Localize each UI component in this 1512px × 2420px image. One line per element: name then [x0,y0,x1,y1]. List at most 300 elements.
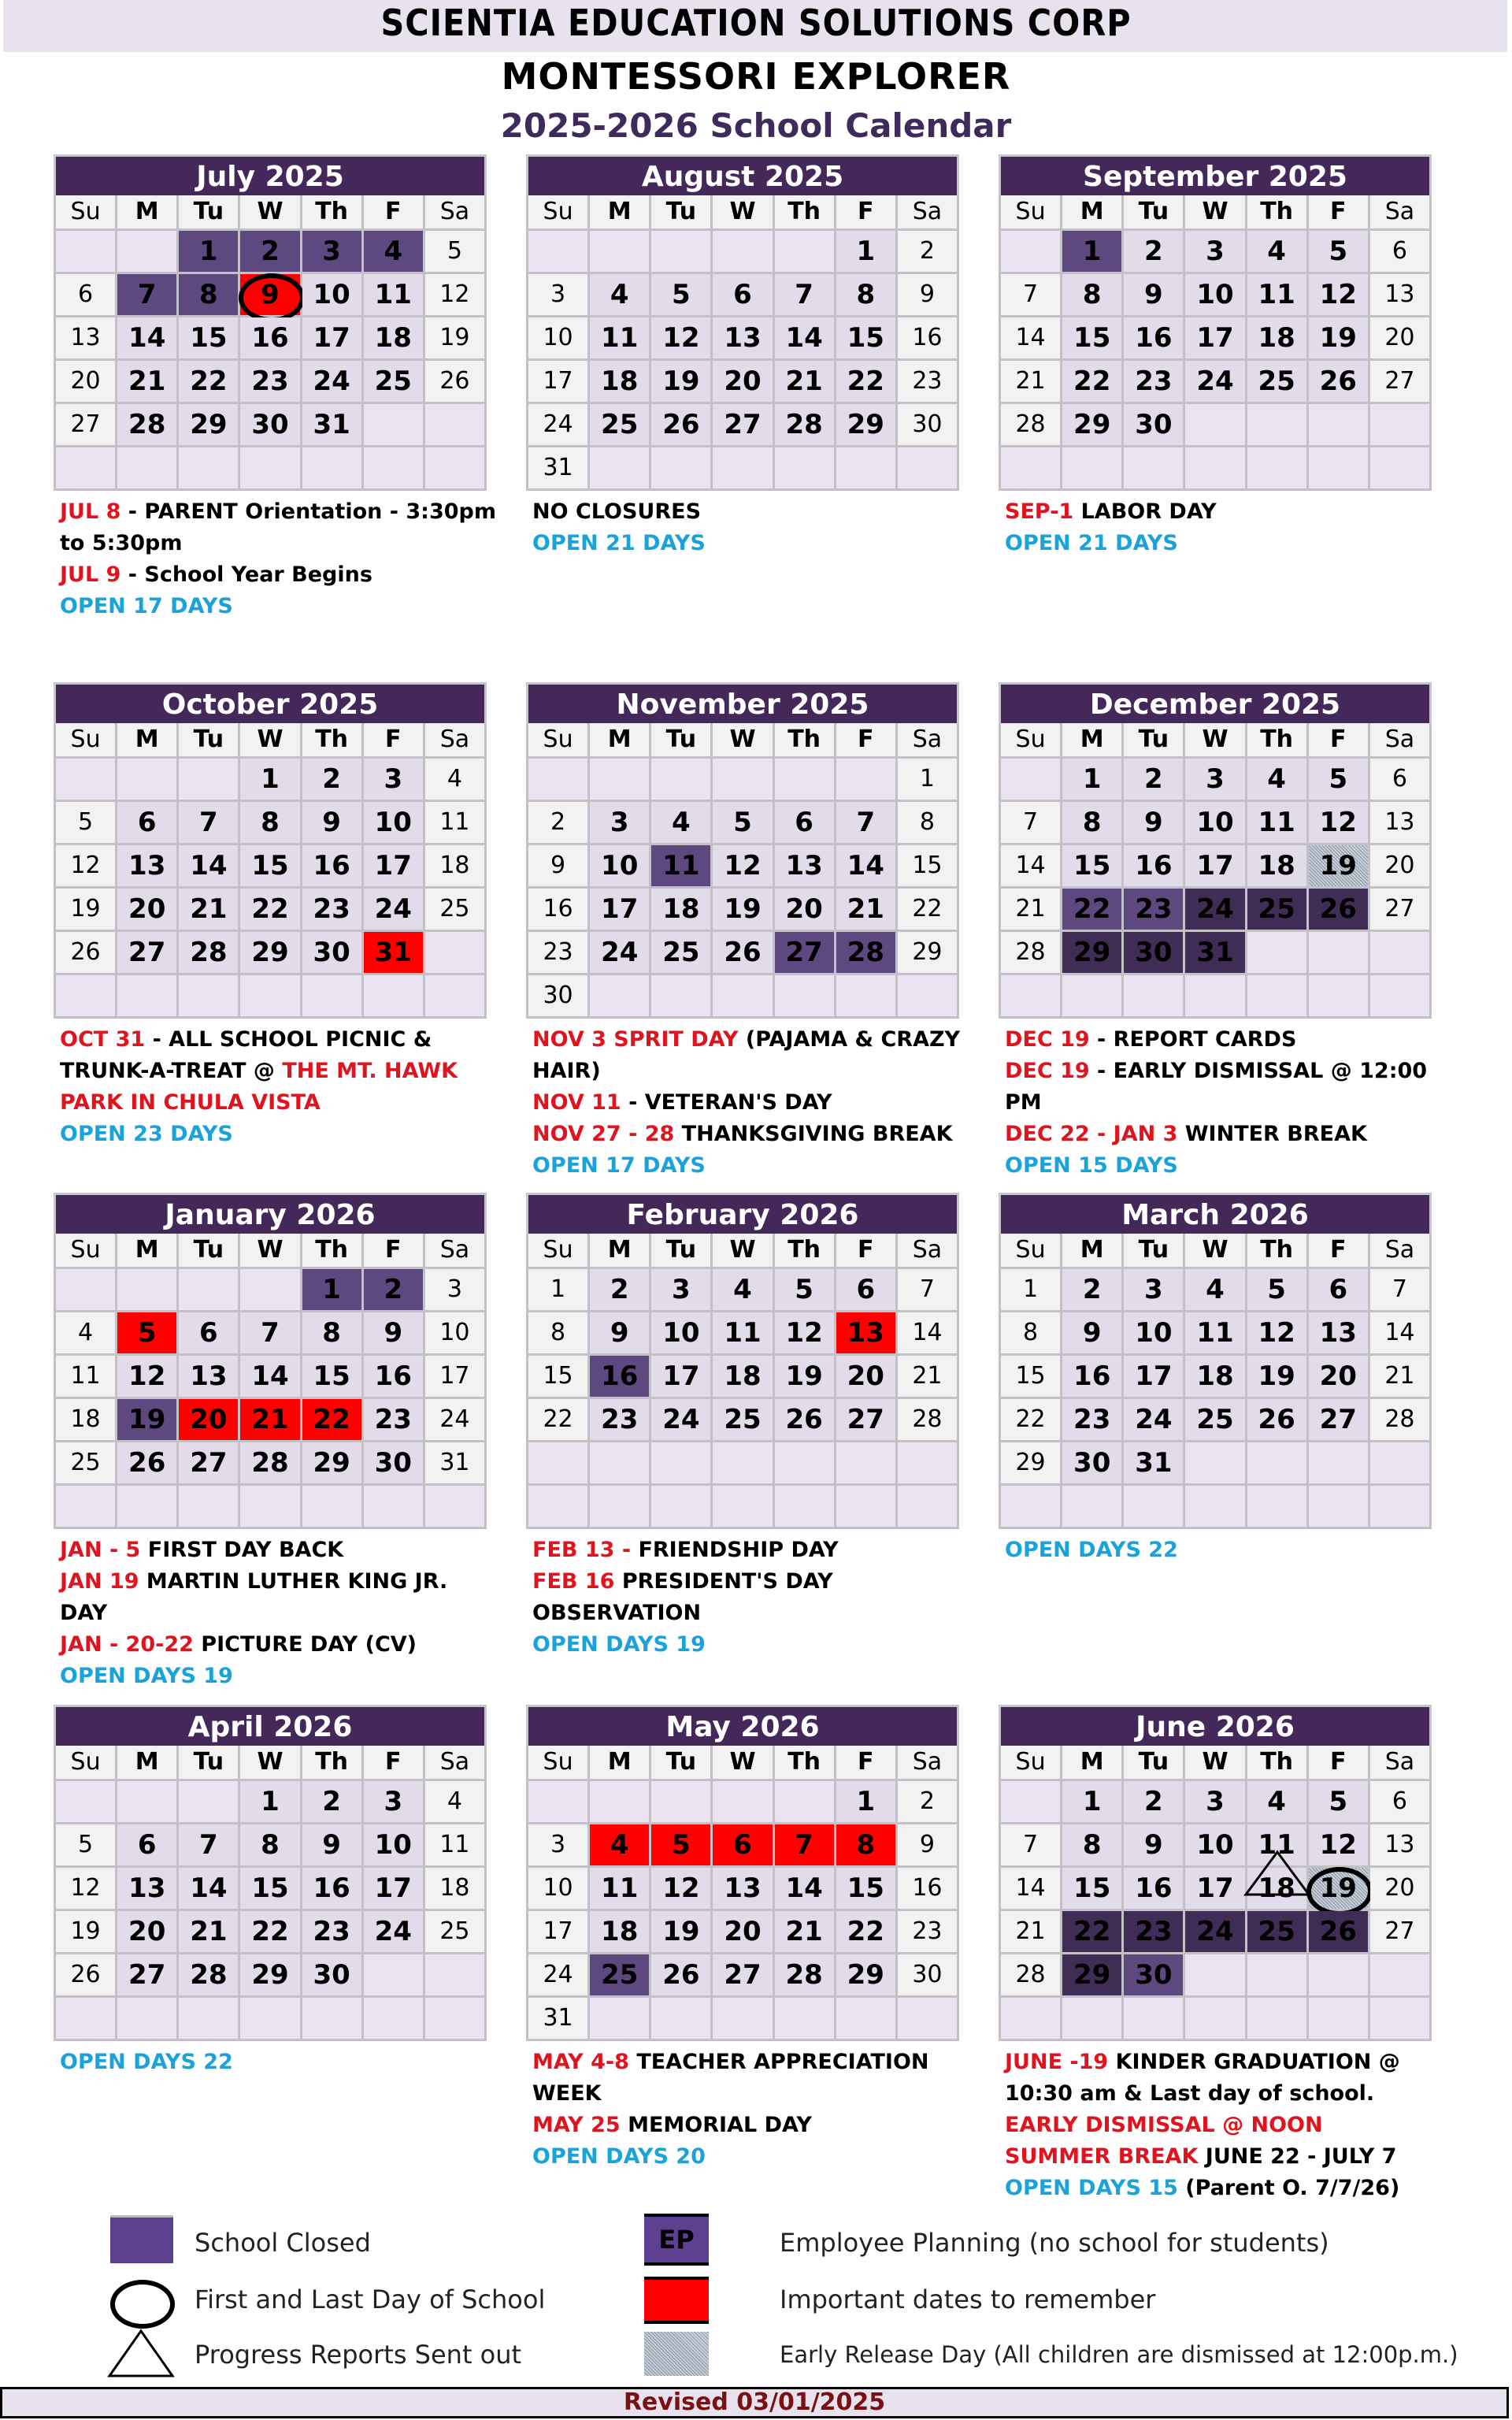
empty-day-cell [240,1998,299,2039]
weekday-header: M [117,1234,176,1267]
day-cell: 11 [1247,274,1306,315]
note-date: JAN - 20-22 [60,1632,194,1657]
month-grid [526,195,959,491]
empty-day-cell [364,1998,423,2039]
legend-early-label: Early Release Day (All children are dismissed at 12:00p.m.) [780,2341,1458,2368]
note-text: FRIENDSHIP DAY [631,1538,839,1562]
empty-day-cell [1001,1781,1060,1822]
day-cell: 28 [898,1399,957,1440]
note-date: NOV 3 SPRIT DAY [532,1027,739,1052]
day-cell: 25 [1247,1911,1306,1952]
empty-day-cell [1309,1486,1368,1527]
day-cell: 6 [1370,1781,1429,1822]
day-cell: 30 [1124,404,1183,445]
empty-day-cell [56,759,115,800]
day-cell: 28 [1001,932,1060,973]
empty-day-cell [1247,447,1306,488]
weekday-header: Su [56,1746,115,1779]
day-cell: 12 [1309,274,1368,315]
day-cell: 29 [898,932,957,973]
day-cell: 2 [240,231,299,272]
note-line [532,1566,973,1629]
month-notes [60,2047,501,2078]
note-text: PICTURE DAY (CV) [193,1632,417,1657]
day-cell: 2 [302,1781,361,1822]
note-line [1005,1535,1446,1566]
day-cell: 22 [836,361,895,402]
day-cell: 8 [1062,1824,1121,1865]
month-grid [54,195,487,491]
day-cell: 18 [590,1911,649,1952]
weekday-header: Th [1247,1234,1306,1267]
empty-day-cell [1185,447,1244,488]
day-cell: 8 [179,274,238,315]
weekday-header: Sa [425,723,484,756]
day-cell: 16 [364,1356,423,1397]
weekday-header: M [1062,1746,1121,1779]
empty-day-cell [590,1781,649,1822]
empty-day-cell [302,975,361,1016]
weekday-header: Th [1247,195,1306,228]
day-cell: 13 [117,1868,176,1909]
day-cell: 7 [1370,1269,1429,1310]
legend-triangle-icon [107,2329,175,2379]
day-cell: 24 [590,932,649,973]
day-cell: 22 [898,889,957,930]
day-cell: 7 [775,274,834,315]
day-cell: 30 [1124,932,1183,973]
legend-closed-label: School Closed [195,2228,371,2258]
empty-day-cell [1370,932,1429,973]
day-cell: 16 [1124,1868,1183,1909]
legend-ep-swatch: EP [644,2214,709,2266]
month-title: December 2025 [999,682,1432,723]
day-cell: 18 [364,317,423,358]
weekday-header: F [364,723,423,756]
day-cell: 10 [528,1868,587,1909]
empty-day-cell [775,1442,834,1483]
day-cell: 15 [302,1356,361,1397]
month-grid [54,1746,487,2041]
day-cell: 20 [117,889,176,930]
note-date: FEB 13 - [532,1538,632,1562]
note-text: TEACHER APPRECIATION WEEK [532,2050,929,2106]
note-line [1005,1150,1446,1182]
weekday-header: Th [775,1234,834,1267]
empty-day-cell [364,1486,423,1527]
empty-day-cell [898,1486,957,1527]
day-cell: 13 [1370,1824,1429,1865]
day-cell: 23 [302,1911,361,1952]
day-cell: 25 [1247,361,1306,402]
note-line [1005,2173,1446,2204]
day-cell: 21 [1001,361,1060,402]
day-cell: 21 [775,1911,834,1952]
empty-day-cell [179,447,238,488]
day-cell: 1 [1062,759,1121,800]
day-cell: 7 [179,1824,238,1865]
day-cell: 10 [1185,802,1244,843]
day-cell: 19 [651,361,710,402]
empty-day-cell [528,1781,587,1822]
day-cell: 15 [1062,1868,1121,1909]
note-line [60,496,501,559]
weekday-header: Tu [179,1746,238,1779]
note-line [532,1024,973,1087]
month-notes [1005,1024,1446,1182]
empty-day-cell [898,1442,957,1483]
day-cell: 23 [590,1399,649,1440]
day-cell: 22 [1062,361,1121,402]
weekday-header: Sa [898,723,957,756]
day-cell: 22 [240,1911,299,1952]
day-cell: 25 [425,1911,484,1952]
day-cell: 26 [1309,1911,1368,1952]
month-title: June 2026 [999,1705,1432,1746]
day-cell: 27 [775,932,834,973]
note-date: EARLY DISMISSAL @ NOON [1005,2113,1323,2137]
month-calendar [999,154,1432,491]
day-cell: 5 [651,274,710,315]
day-cell: 15 [898,845,957,886]
empty-day-cell [1247,404,1306,445]
month-grid [999,1234,1432,1529]
day-cell: 25 [425,889,484,930]
note-line [532,496,973,528]
day-cell: 20 [836,1356,895,1397]
weekday-header: Tu [651,195,710,228]
empty-day-cell [1185,1998,1244,2039]
day-cell: 5 [651,1824,710,1865]
day-cell: 9 [1124,1824,1183,1865]
weekday-header: Su [528,723,587,756]
day-cell: 4 [1247,1781,1306,1822]
open-days-count: OPEN 15 DAYS [1005,1153,1178,1178]
weekday-header: W [1185,1234,1244,1267]
day-cell: 19 [56,889,115,930]
month-title: October 2025 [54,682,487,723]
weekday-header: W [713,1234,772,1267]
empty-day-cell [117,1269,176,1310]
note-date: DEC 22 - JAN 3 [1005,1122,1178,1146]
day-cell: 15 [836,1868,895,1909]
empty-day-cell [1309,975,1368,1016]
empty-day-cell [775,231,834,272]
day-cell: 10 [528,317,587,358]
open-days-count: OPEN 21 DAYS [1005,531,1178,555]
day-cell: 15 [240,1868,299,1909]
revised-footer: Revised 03/01/2025 [0,2387,1509,2418]
day-cell: 11 [590,317,649,358]
day-cell: 20 [1370,317,1429,358]
day-cell: 8 [1062,274,1121,315]
empty-day-cell [1309,404,1368,445]
day-cell: 5 [1309,231,1368,272]
day-cell: 20 [1309,1356,1368,1397]
day-cell: 18 [425,1868,484,1909]
note-line [1005,2110,1446,2141]
day-cell: 28 [1370,1399,1429,1440]
day-cell: 15 [528,1356,587,1397]
legend-closed-swatch [110,2215,173,2263]
weekday-header: Th [302,1746,361,1779]
day-cell: 21 [179,1911,238,1952]
day-cell: 9 [302,1824,361,1865]
weekday-header: F [836,195,895,228]
month-notes [532,496,973,559]
day-cell: 7 [1001,1824,1060,1865]
empty-day-cell [1370,1954,1429,1995]
day-cell: 4 [1247,759,1306,800]
day-cell: 26 [775,1399,834,1440]
month-calendar [999,1193,1432,1529]
day-cell: 5 [775,1269,834,1310]
day-cell: 12 [713,845,772,886]
day-cell: 26 [117,1442,176,1483]
day-cell: 29 [1062,1954,1121,1995]
note-date: JAN 19 [60,1569,139,1594]
note-date: JAN - 5 [60,1538,141,1562]
day-cell: 13 [713,1868,772,1909]
day-cell: 12 [1247,1312,1306,1353]
day-cell: 17 [364,845,423,886]
note-line [532,528,973,559]
empty-day-cell [1001,447,1060,488]
day-cell: 5 [1309,1781,1368,1822]
day-cell: 11 [713,1312,772,1353]
open-days-count: OPEN DAYS 22 [1005,1538,1178,1562]
month-calendar [54,1193,487,1529]
day-cell: 21 [836,889,895,930]
day-cell: 13 [1370,802,1429,843]
day-cell: 26 [713,932,772,973]
day-cell: 14 [775,317,834,358]
weekday-header: M [1062,1234,1121,1267]
empty-day-cell [713,1998,772,2039]
day-cell: 7 [898,1269,957,1310]
empty-day-cell [1001,759,1060,800]
day-cell: 31 [364,932,423,973]
day-cell: 6 [1370,759,1429,800]
month-notes [60,496,501,622]
day-cell: 29 [836,1954,895,1995]
day-cell: 23 [1124,361,1183,402]
day-cell: 2 [1124,759,1183,800]
empty-day-cell [528,1442,587,1483]
empty-day-cell [713,759,772,800]
day-cell: 2 [898,231,957,272]
day-cell: 11 [590,1868,649,1909]
weekday-header: Th [775,195,834,228]
weekday-header: Tu [1124,1746,1183,1779]
day-cell: 8 [528,1312,587,1353]
day-cell: 14 [775,1868,834,1909]
note-line [1005,528,1446,559]
empty-day-cell [1247,1442,1306,1483]
day-cell: 26 [1309,361,1368,402]
day-cell: 10 [590,845,649,886]
weekday-header: Th [1247,1746,1306,1779]
day-cell: 8 [1001,1312,1060,1353]
empty-day-cell [836,1442,895,1483]
day-cell: 14 [1001,1868,1060,1909]
day-cell: 30 [898,404,957,445]
day-cell: 14 [1001,317,1060,358]
empty-day-cell [836,975,895,1016]
day-cell: 12 [56,845,115,886]
day-cell: 14 [836,845,895,886]
empty-day-cell [1309,1442,1368,1483]
day-cell: 27 [117,1954,176,1995]
empty-day-cell [425,1954,484,1995]
day-cell: 28 [117,404,176,445]
note-line [60,1661,501,1692]
empty-day-cell [590,759,649,800]
weekday-header: Tu [179,195,238,228]
empty-day-cell [590,447,649,488]
day-cell: 19 [651,1911,710,1952]
empty-day-cell [713,1781,772,1822]
weekday-header: W [713,195,772,228]
day-cell: 28 [1001,1954,1060,1995]
weekday-header: M [590,1746,649,1779]
weekday-header: W [1185,1746,1244,1779]
empty-day-cell [1124,447,1183,488]
empty-day-cell [56,1781,115,1822]
day-cell: 10 [1185,1824,1244,1865]
day-cell: 16 [898,317,957,358]
day-cell: 25 [1185,1399,1244,1440]
day-cell: 21 [898,1356,957,1397]
day-cell: 19 [1309,317,1368,358]
note-text: - PARENT Orientation - 3:30pm to 5:30pm [60,499,496,555]
empty-day-cell [775,975,834,1016]
note-date: NOV 11 [532,1090,621,1115]
day-cell: 17 [651,1356,710,1397]
weekday-header: Tu [651,1746,710,1779]
legend-ep-label: Employee Planning (no school for students) [780,2228,1329,2258]
note-line [532,2110,973,2141]
day-cell: 8 [898,802,957,843]
weekday-header: Sa [425,1746,484,1779]
day-cell: 14 [179,1868,238,1909]
day-cell: 6 [1309,1269,1368,1310]
day-cell: 20 [775,889,834,930]
empty-day-cell [1309,447,1368,488]
day-cell: 20 [713,1911,772,1952]
day-cell: 21 [775,361,834,402]
day-cell: 17 [590,889,649,930]
weekday-header: Su [528,1234,587,1267]
day-cell: 7 [775,1824,834,1865]
day-cell: 4 [590,274,649,315]
day-cell: 7 [117,274,176,315]
day-cell: 17 [528,1911,587,1952]
day-cell: 11 [651,845,710,886]
calendar-subtitle: 2025-2026 School Calendar [500,106,1012,145]
day-cell: 29 [1062,404,1121,445]
note-date: SEP-1 [1005,499,1074,524]
empty-day-cell [651,975,710,1016]
note-text: - School Year Begins [120,562,372,587]
day-cell: 8 [836,1824,895,1865]
day-cell: 10 [1185,274,1244,315]
day-cell: 3 [528,274,587,315]
day-cell: 25 [590,1954,649,1995]
day-cell: 16 [1062,1356,1121,1397]
day-cell: 1 [1062,231,1121,272]
empty-day-cell [425,1998,484,2039]
day-cell: 16 [590,1356,649,1397]
day-cell: 27 [1370,361,1429,402]
note-text: KINDER GRADUATION @ 10:30 am & Last day of school. [1005,2050,1400,2106]
empty-day-cell [117,447,176,488]
day-cell: 1 [240,1781,299,1822]
day-cell: 13 [1309,1312,1368,1353]
day-cell: 4 [425,1781,484,1822]
day-cell: 6 [1370,231,1429,272]
day-cell: 19 [1309,1868,1368,1909]
day-cell: 29 [836,404,895,445]
note-text: (Parent O. 7/7/26) [1177,2176,1400,2200]
day-cell: 15 [179,317,238,358]
month-grid [526,1746,959,2041]
note-text: LABOR DAY [1073,499,1217,524]
note-date: JUL 8 [60,499,121,524]
empty-day-cell [528,231,587,272]
note-text: - VETERAN'S DAY [621,1090,832,1115]
day-cell: 12 [1309,1824,1368,1865]
empty-day-cell [364,447,423,488]
weekday-header: W [1185,195,1244,228]
weekday-header: F [1309,195,1368,228]
empty-day-cell [1247,975,1306,1016]
day-cell: 31 [1124,1442,1183,1483]
empty-day-cell [1247,1954,1306,1995]
note-line [532,1150,973,1182]
day-cell: 8 [240,1824,299,1865]
note-date: THE MT. HAWK PARK IN CHULA VISTA [60,1059,458,1115]
month-grid [999,195,1432,491]
weekday-header: F [364,1234,423,1267]
day-cell: 5 [56,802,115,843]
empty-day-cell [1309,1954,1368,1995]
day-cell: 6 [179,1312,238,1353]
day-cell: 4 [425,759,484,800]
empty-day-cell [1062,1998,1121,2039]
day-cell: 11 [425,1824,484,1865]
day-cell: 30 [302,1954,361,1995]
empty-day-cell [56,975,115,1016]
day-cell: 12 [117,1356,176,1397]
open-days-count: OPEN DAYS 19 [60,1664,233,1688]
note-text: WINTER BREAK [1177,1122,1367,1146]
weekday-header: Su [528,195,587,228]
day-cell: 22 [836,1911,895,1952]
first-last-day-circle-icon [1306,1867,1373,1916]
day-cell: 19 [56,1911,115,1952]
day-cell: 23 [364,1399,423,1440]
day-cell: 11 [364,274,423,315]
day-cell: 3 [1185,759,1244,800]
day-cell: 1 [836,231,895,272]
empty-day-cell [1124,1998,1183,2039]
day-cell: 11 [1247,802,1306,843]
note-text: MEMORIAL DAY [620,2113,812,2137]
note-line [532,2047,973,2110]
weekday-header: F [1309,1234,1368,1267]
day-cell: 4 [590,1824,649,1865]
